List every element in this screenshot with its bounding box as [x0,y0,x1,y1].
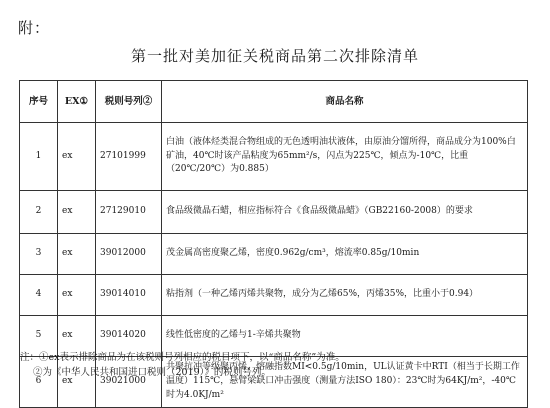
row-seq: 6 [20,357,58,408]
header-tariff-code: 税则号列② [96,81,162,123]
header-ex: EX① [58,81,96,123]
row-product-name: 粘指剂（一种乙烯丙烯共聚物，成分为乙烯65%，丙烯35%，比重小于0.94） [162,275,528,316]
row-tariff-code: 39014020 [96,316,162,357]
header-seq: 序号 [20,81,58,123]
row-tariff-code: 39014010 [96,275,162,316]
row-tariff-code: 39012000 [96,234,162,275]
row-ex: ex [58,275,96,316]
table-row [20,275,528,316]
attachment-label: 附： [18,19,51,37]
footnotes [20,350,345,380]
table-header-row [20,81,528,123]
row-seq: 5 [20,316,58,357]
row-tariff-code: 39021000 [96,357,162,408]
row-tariff-code: 27129010 [96,191,162,234]
row-product-name: 共聚抗冲等级聚丙烯，熔融指数MI<0.5g/10min，UL认证黄卡中RTI（相当于长期工作温度）115℃，悬臂梁缺口冲击强度（测量方法ISO 180）：23℃时为64KJ/m²，-40℃时为4.0KJ/m² [162,357,528,408]
row-seq: 1 [20,123,58,191]
row-seq: 4 [20,275,58,316]
table-row [20,123,528,191]
header-product-name: 商品名称 [162,81,528,123]
row-ex: ex [58,123,96,191]
row-ex: ex [58,357,96,408]
footnote-1: 注：①ex表示排除商品为在该税则号列相应的税目项下，以“商品名称”为准。 [20,352,345,363]
row-seq: 2 [20,191,58,234]
row-ex: ex [58,234,96,275]
row-seq: 3 [20,234,58,275]
row-tariff-code: 27101999 [96,123,162,191]
page-title: 第一批对美加征关税商品第二次排除清单 [130,47,419,65]
row-product-name: 线性低密度的乙烯与1-辛烯共聚物 [162,316,528,357]
row-ex: ex [58,316,96,357]
table-row [20,191,528,234]
footnote-2: ②为《中华人民共和国进口税则（2019）》的税则号列。 [33,367,271,378]
table-row [20,234,528,275]
row-product-name: 茂金属高密度聚乙烯，密度0.962g/cm³，熔流率0.85g/10min [162,234,528,275]
row-ex: ex [58,191,96,234]
row-product-name: 食品级微晶石蜡，相应指标符合《食品级微晶蜡》（GB22160-2008）的要求 [162,191,528,234]
row-product-name: 白油（液体烃类混合物组成的无色透明油状液体，由原油分馏所得，商品成分为100%白矿油，40℃时该产品粘度为65mm²/s，闪点为225℃，倾点为-10℃，比重（20℃/20℃）为0.885） [162,123,528,191]
